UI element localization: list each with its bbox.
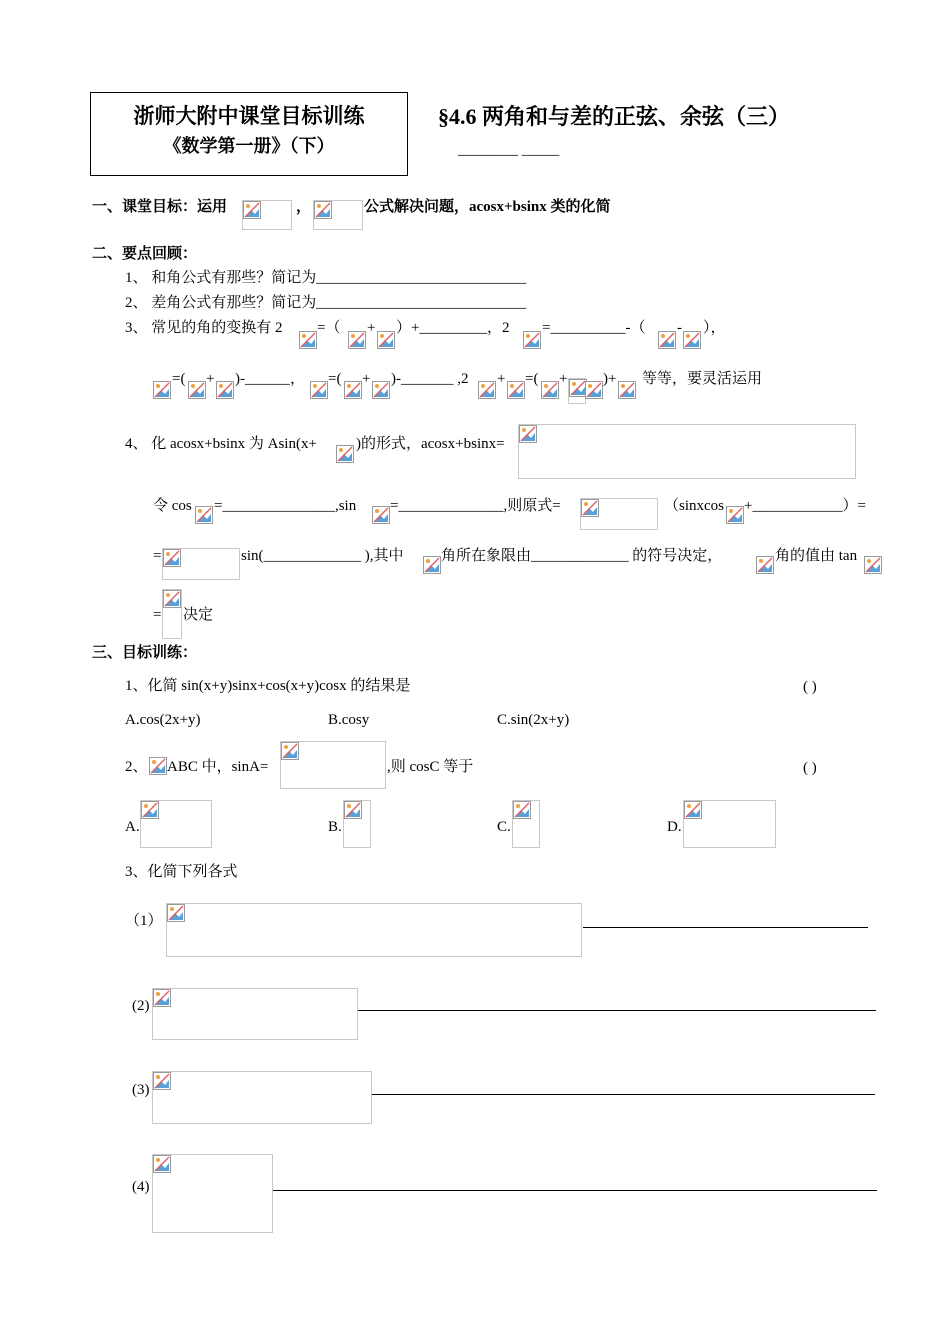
text-fragment: =( xyxy=(328,371,342,387)
formula-icon xyxy=(372,506,390,524)
text-fragment: =（ xyxy=(317,320,341,336)
formula-image xyxy=(166,903,582,957)
broken-image-icon xyxy=(513,801,531,819)
formula-icon xyxy=(507,381,525,399)
text-fragment: =( xyxy=(172,371,186,387)
formula-icon xyxy=(188,381,206,399)
page-title: §4.6 两角和与差的正弦、余弦（三） xyxy=(438,104,791,129)
formula-image xyxy=(518,424,856,479)
text-fragment: 等等，要灵活运用 xyxy=(642,371,763,387)
text-fragment: （sinxcos xyxy=(664,498,725,514)
option-c: C. xyxy=(497,819,511,835)
formula-image xyxy=(313,200,363,230)
text-fragment: ABC 中，sinA= xyxy=(167,759,269,775)
formula-image xyxy=(162,589,182,639)
formula-image xyxy=(152,1154,273,1233)
text-fragment: + xyxy=(367,320,376,336)
text-fragment: )的形式，acosx+bsinx= xyxy=(356,436,505,452)
text-fragment: =__________-（ xyxy=(542,320,646,336)
question-3: 3、化简下列各式 xyxy=(125,864,238,880)
text-fragment: =_______________,sin xyxy=(214,498,357,514)
option-a: A. xyxy=(125,819,140,835)
broken-image-icon xyxy=(281,742,299,760)
header-box-line2: 《数学第一册》（下） xyxy=(163,136,335,157)
section2-label: 二、要点回顾： xyxy=(92,246,198,262)
formula-image xyxy=(280,741,386,789)
formula-icon xyxy=(478,381,496,399)
broken-image-icon xyxy=(153,1155,171,1173)
formula-image xyxy=(568,378,586,404)
broken-image-icon xyxy=(163,549,181,567)
text-fragment: )+ xyxy=(603,371,617,387)
formula-icon xyxy=(299,331,317,349)
section1-comma: ， xyxy=(296,199,312,215)
text-fragment: 令 cos xyxy=(153,498,192,514)
formula-image xyxy=(580,498,658,530)
section1-rest: 公式解决问题，acosx+bsinx 类的化简 xyxy=(364,199,611,215)
text-fragment: sin(_____________ ),其中 xyxy=(241,548,404,564)
question-1: 1、化简 sin(x+y)sinx+cos(x+y)cosx 的结果是 xyxy=(125,678,411,694)
formula-icon xyxy=(216,381,234,399)
review-item-3: 3、 常见的角的变换有 2 xyxy=(125,320,283,336)
text-fragment: = xyxy=(153,548,162,564)
formula-image xyxy=(162,548,240,580)
formula-icon xyxy=(864,556,882,574)
broken-image-icon xyxy=(519,425,537,443)
broken-image-icon xyxy=(153,989,171,1007)
broken-image-icon xyxy=(344,801,362,819)
formula-image xyxy=(343,800,371,848)
text-fragment: =( xyxy=(525,371,539,387)
header-box xyxy=(90,92,408,176)
text-fragment: 角所在象限由_____________ 的符号决定， xyxy=(441,548,723,564)
formula-image xyxy=(512,800,540,848)
review-item-1: 1、 和角公式有那些？简记为____________________________ xyxy=(125,270,527,286)
sub-question-3: (3) xyxy=(132,1082,150,1098)
sub-question-1: （1） xyxy=(125,913,163,929)
formula-icon xyxy=(683,331,701,349)
formula-icon xyxy=(585,381,603,399)
answer-paren: ( ) xyxy=(803,679,817,695)
text-fragment: ,则 cosC 等于 xyxy=(387,759,474,775)
formula-icon xyxy=(348,331,366,349)
formula-icon xyxy=(541,381,559,399)
formula-image xyxy=(140,800,212,848)
formula-icon xyxy=(726,506,744,524)
text-fragment: =______________,则原式= xyxy=(390,498,561,514)
formula-icon xyxy=(344,381,362,399)
formula-image xyxy=(152,988,358,1040)
broken-image-icon xyxy=(153,1072,171,1090)
formula-icon xyxy=(658,331,676,349)
answer-line xyxy=(358,1010,876,1011)
option-a: A.cos(2x+y) xyxy=(125,712,201,728)
text-fragment: + xyxy=(206,371,215,387)
formula-image xyxy=(242,200,292,230)
title-subline: ________ _____ xyxy=(458,142,560,158)
review-item-2: 2、 差角公式有那些？简记为____________________________ xyxy=(125,295,527,311)
formula-icon xyxy=(195,506,213,524)
broken-image-icon xyxy=(243,201,261,219)
formula-icon xyxy=(310,381,328,399)
text-fragment: = xyxy=(153,607,162,623)
formula-icon xyxy=(336,445,354,463)
text-fragment: 决定 xyxy=(183,607,214,623)
formula-icon xyxy=(153,381,171,399)
question-2: 2、 xyxy=(125,759,148,775)
text-fragment: 角的值由 tan xyxy=(775,548,858,564)
broken-image-icon xyxy=(684,801,702,819)
sub-question-4: (4) xyxy=(132,1179,150,1195)
formula-icon xyxy=(423,556,441,574)
answer-paren: ( ) xyxy=(803,760,817,776)
option-b: B. xyxy=(328,819,342,835)
answer-line xyxy=(583,927,868,928)
text-fragment: + xyxy=(362,371,371,387)
formula-icon xyxy=(372,381,390,399)
section3-label: 三、目标训练： xyxy=(92,645,198,661)
option-b: B.cosy xyxy=(328,712,370,728)
broken-image-icon xyxy=(314,201,332,219)
option-c: C.sin(2x+y) xyxy=(497,712,570,728)
broken-image-icon xyxy=(167,904,185,922)
review-item-4: 4、 化 acosx+bsinx 为 Asin(x+ xyxy=(125,436,317,452)
text-fragment: ）， xyxy=(703,320,726,336)
text-fragment: + xyxy=(559,371,568,387)
text-fragment: + xyxy=(497,371,506,387)
option-d: D. xyxy=(667,819,682,835)
broken-image-icon xyxy=(581,499,599,517)
text-fragment: )-______， xyxy=(235,371,305,387)
triangle-symbol-icon xyxy=(149,757,167,775)
text-fragment: ）+_________，2 xyxy=(396,320,510,336)
answer-line xyxy=(372,1094,875,1095)
broken-image-icon xyxy=(141,801,159,819)
text-fragment: +____________）= xyxy=(744,498,866,514)
header-box-line1: 浙师大附中课堂目标训练 xyxy=(133,104,365,128)
formula-icon xyxy=(377,331,395,349)
answer-line xyxy=(273,1190,877,1191)
sub-question-2: (2) xyxy=(132,998,150,1014)
text-fragment: - xyxy=(677,320,682,336)
section1-label: 一、课堂目标：运用 xyxy=(92,199,228,215)
formula-image xyxy=(152,1071,372,1124)
formula-icon xyxy=(618,381,636,399)
formula-image xyxy=(683,800,776,848)
broken-image-icon xyxy=(163,590,181,608)
formula-icon xyxy=(523,331,541,349)
formula-icon xyxy=(756,556,774,574)
text-fragment: )-_______ ,2 xyxy=(391,371,469,387)
